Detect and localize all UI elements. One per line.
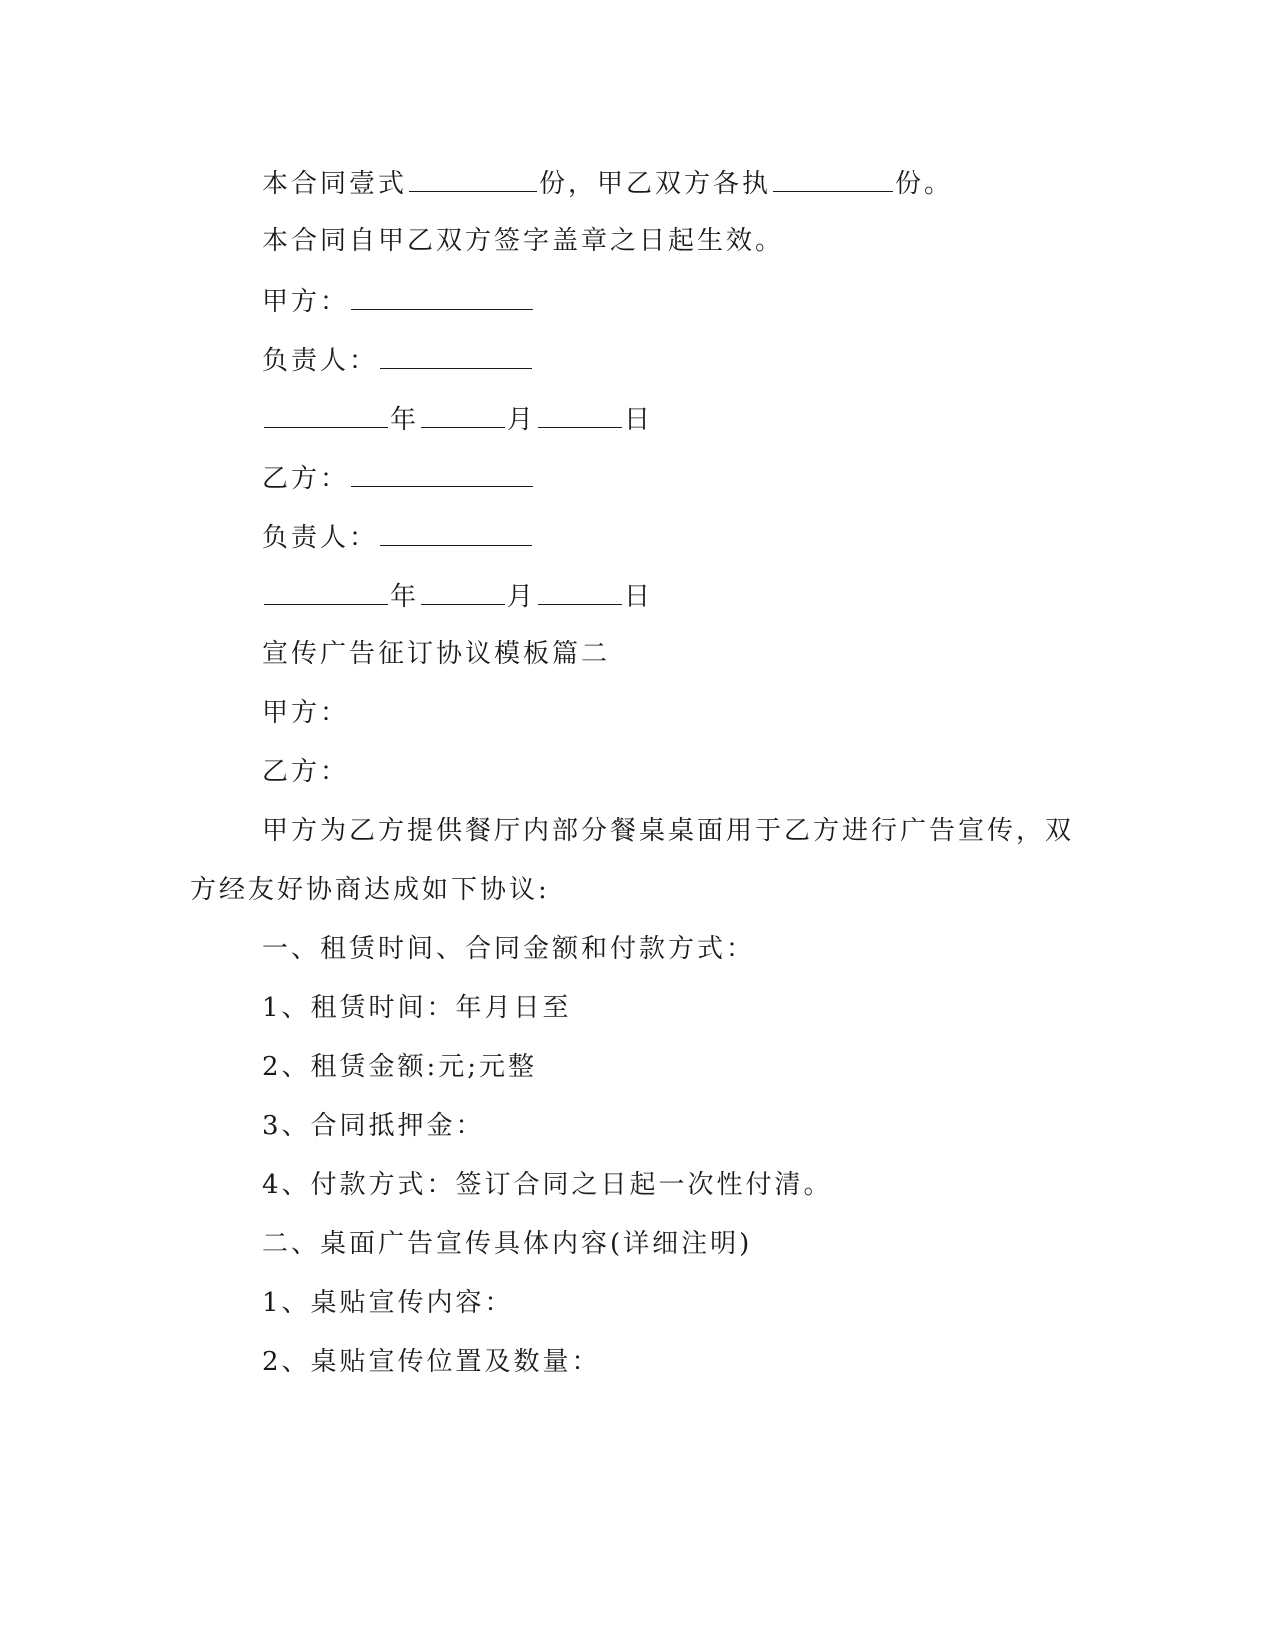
date-day-blank-2[interactable]	[538, 578, 622, 605]
effective-line: 本合同自甲乙双方签字盖章之日起生效。	[262, 226, 785, 256]
intro-paragraph-line-1: 甲方为乙方提供餐厅内部分餐桌桌面用于乙方进行广告宣传，双	[262, 816, 1075, 846]
copies-blank-1[interactable]	[409, 165, 537, 192]
copies-text-2: 份，甲乙双方各执	[539, 169, 772, 199]
clause-2-item-1: 1、桌贴宣传内容：	[262, 1288, 514, 1318]
date-year-label-2: 年	[390, 582, 420, 612]
party-a-blank[interactable]	[351, 283, 533, 310]
party-b-signature-line	[262, 460, 535, 496]
party-b-line-2: 乙方：	[262, 757, 350, 787]
copies-text-3: 份。	[895, 169, 954, 199]
clause-1-item-4: 4、付款方式：签订合同之日起一次性付清。	[262, 1170, 833, 1200]
clause-2-item-2: 2、桌贴宣传位置及数量：	[262, 1347, 601, 1377]
section-title: 宣传广告征订协议模板篇二	[262, 639, 611, 669]
clause-1-title: 一、租赁时间、合同金额和付款方式：	[262, 934, 756, 964]
party-b-blank[interactable]	[351, 460, 533, 487]
clause-1-item-2: 2、租赁金额:元;元整	[262, 1052, 538, 1082]
date-month-label-2: 月	[507, 582, 537, 612]
date-day-label-1: 日	[624, 405, 654, 435]
intro-paragraph-line-2: 方经友好协商达成如下协议:	[190, 875, 550, 905]
clause-2-title: 二、桌面广告宣传具体内容(详细注明)	[262, 1229, 753, 1259]
date-line-1	[262, 401, 653, 437]
person-in-charge-label-1: 负责人：	[262, 346, 379, 376]
party-a-signature-line	[262, 283, 535, 319]
person-in-charge-label-2: 负责人：	[262, 523, 379, 553]
date-year-label-1: 年	[390, 405, 420, 435]
date-line-2	[262, 578, 653, 614]
date-year-blank-1[interactable]	[264, 401, 388, 428]
clause-1-item-1: 1、租赁时间：年月日至	[262, 993, 572, 1023]
person-in-charge-blank-2[interactable]	[380, 519, 532, 546]
person-in-charge-line-2	[262, 519, 534, 555]
date-day-blank-1[interactable]	[538, 401, 622, 428]
date-year-blank-2[interactable]	[264, 578, 388, 605]
copies-text-1: 本合同壹式	[262, 169, 408, 199]
date-month-blank-2[interactable]	[421, 578, 505, 605]
party-a-label: 甲方：	[262, 287, 350, 317]
date-month-blank-1[interactable]	[421, 401, 505, 428]
party-b-label: 乙方：	[262, 464, 350, 494]
copies-blank-2[interactable]	[773, 165, 893, 192]
copies-line	[262, 165, 953, 201]
party-a-line-2: 甲方：	[262, 698, 350, 728]
date-month-label-1: 月	[507, 405, 537, 435]
date-day-label-2: 日	[624, 582, 654, 612]
person-in-charge-line-1	[262, 342, 534, 378]
clause-1-item-3: 3、合同抵押金：	[262, 1111, 485, 1141]
person-in-charge-blank-1[interactable]	[380, 342, 532, 369]
